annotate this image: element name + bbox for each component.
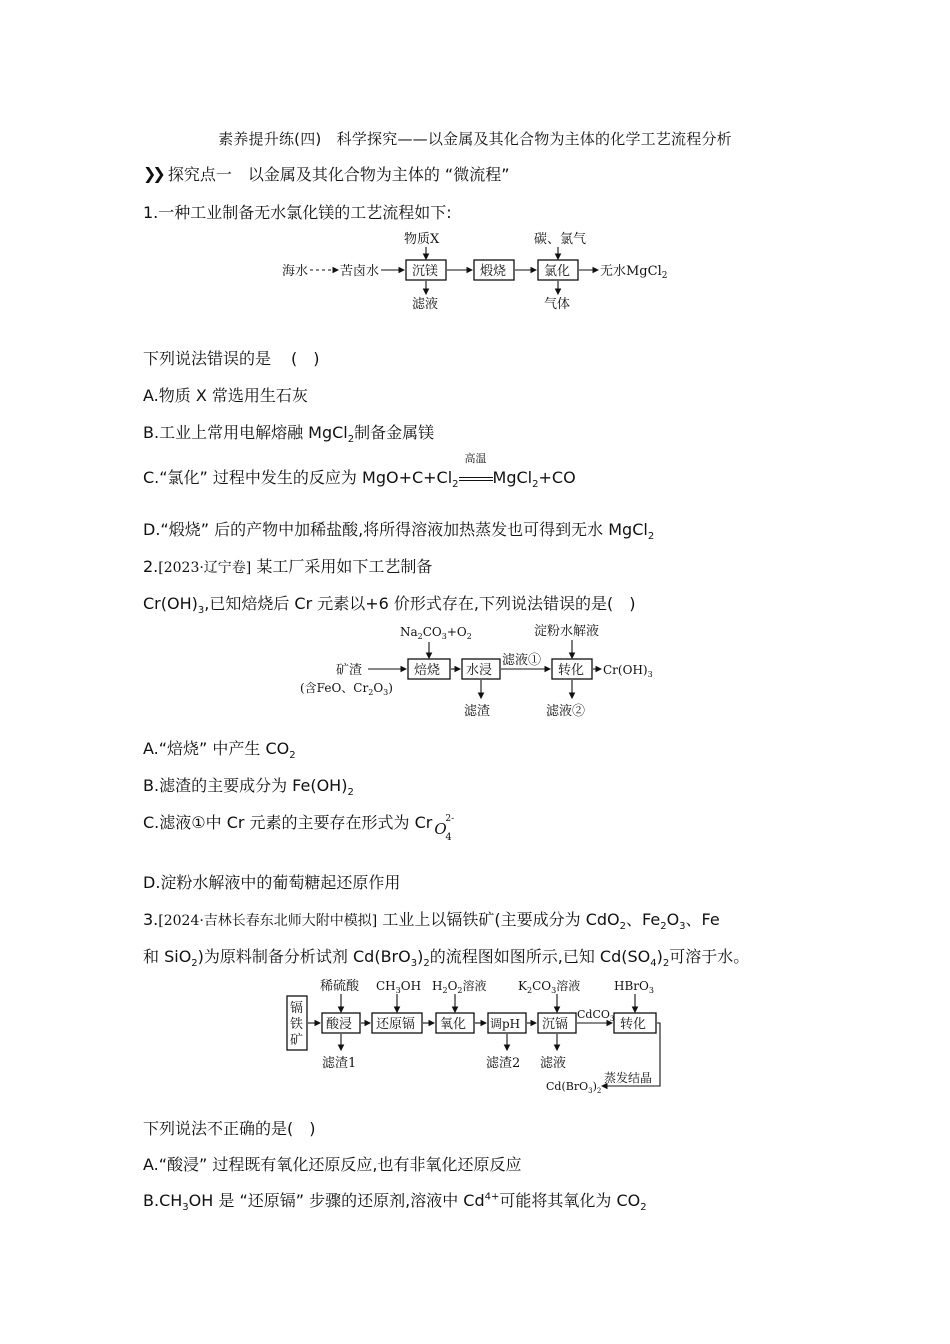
reaction-condition-arrow: 高温 [459,468,493,487]
q1-option-d: D.“煅烧” 后的产物中加稀盐酸,将所得溶液加热蒸发也可得到无水 MgCl$_2$ [143,520,655,543]
q3-option-a: A.“酸浸” 过程既有氧化还原反应,也有非氧化还原反应 [143,1155,522,1174]
q1-ask: 下列说法错误的是 ( ) [143,346,320,369]
svg-text:焙烧: 焙烧 [414,663,441,678]
q3-input-dilute-sulfuric: 稀硫酸 [320,979,360,994]
q2-stem-line1: 2.[2023·辽宁卷] 某工厂采用如下工艺制备 [143,557,433,576]
q3-input-methanol: $CH_3OH$ [376,979,422,995]
q2-flow-diagram [296,620,666,724]
q1-seawater: 海水 [282,264,309,279]
q2-option-c: C.滤液①中 Cr 元素的主要存在形式为 Cr O 4 2- [143,810,460,836]
svg-text:镉: 镉 [290,1001,304,1016]
q2-product: $Cr(OH)_3$ [603,663,653,679]
q3-evaporate-crystallize: 蒸发结晶 [604,1071,653,1085]
q1-product: 无水MgCl$_2$ [600,264,668,281]
q3-input-hbro3: HBrO$_3$ [614,979,654,995]
svg-text:矿: 矿 [290,1033,304,1048]
q1-option-b: B.工业上常用电解熔融 MgCl$_2$制备金属镁 [143,423,435,446]
q3-stem-line2: 和 SiO$_2$)为原料制备分析试剂 $Cd(BrO_3)_2$的流程图如图所示,已知 $Cd(SO_4)_2$可溶于水。 [143,947,750,970]
svg-text:调pH: 调pH [490,1017,521,1031]
q3-source: [2024·吉林长春东北师大附中模拟] [158,913,378,929]
q3-output-filtrate: 滤液 [540,1056,567,1071]
q3-option-b: $B.CH_3OH$ 是 “还原镉” 步骤的还原剂,溶液中 $Cd^{4+}$可能将其氧化为 $CO_2$ [143,1191,647,1214]
svg-text:转化: 转化 [558,663,585,678]
svg-text:还原镉: 还原镉 [376,1017,416,1032]
svg-text:铁: 铁 [290,1017,304,1032]
q2-option-b: B.滤渣的主要成分为 $Fe(OH)_2$ [143,776,354,799]
q2-output-filtrate-2: 滤液② [546,704,586,719]
svg-text:煅烧: 煅烧 [480,264,507,279]
svg-text:沉镁: 沉镁 [412,264,439,279]
q2-filtrate-1: 滤液① [502,653,542,668]
svg-text:氯化: 氯化 [544,264,571,279]
q2-feed: 矿渣 [336,663,363,678]
q3-output-residue-1: 滤渣1 [322,1056,357,1071]
q1-flow-diagram [280,228,680,316]
q2-option-d: D.淀粉水解液中的葡萄糖起还原作用 [143,873,401,892]
q2-source: [2023·辽宁卷] [158,560,252,576]
chromate-ion: O 4 2- [434,814,455,843]
page-title: 素养提升练(四) 科学探究——以金属及其化合物为主体的化学工艺流程分析 [218,130,732,148]
q3-flow-diagram [284,974,674,1098]
q3-final-product: $Cd(BrO_3)_2$ [546,1080,602,1095]
svg-text:酸浸: 酸浸 [326,1017,353,1032]
q2-feed-composition: (含FeO、$Cr_2O_3$) [300,681,393,697]
section-heading-text: 探究点一 以金属及其化合物为主体的 “微流程” [167,165,510,184]
q1-stem: 1.一种工业制备无水氯化镁的工艺流程如下: [143,203,452,222]
q2-output-residue: 滤渣 [464,704,491,719]
svg-text:转化: 转化 [620,1017,647,1032]
q3-intermediate: CdCO$_3$ [577,1008,615,1023]
q1-option-c: C.“氯化” 过程中发生的反应为 $MgO+C+Cl_2$ 高温 MgCl$_2$+CO [143,452,576,491]
q3-ask: 下列说法不正确的是( ) [143,1119,316,1138]
q3-stem-line1: 3.[2024·吉林长春东北师大附中模拟] 工业上以镉铁矿(主要成分为 CdO$_2$、$Fe_2O_3$、Fe [143,910,720,933]
q3-input-peroxide: $H_2O_2$溶液 [432,979,487,995]
section-heading [143,162,509,185]
q2-input-starch-hydrolysate: 淀粉水解液 [534,624,600,639]
double-chevron-icon: ❯❯ [143,164,162,183]
q3-input-k2co3: $K_2CO_3$溶液 [518,979,581,995]
q1-output-filtrate: 滤液 [412,297,439,312]
svg-text:氧化: 氧化 [440,1017,467,1032]
q2-option-a: A.“焙烧” 中产生 $CO_2$ [143,739,296,762]
svg-text:水浸: 水浸 [466,663,493,678]
q1-output-gas: 气体 [544,297,571,312]
q1-option-a: A.物质 X 常选用生石灰 [143,386,308,405]
q2-input-reagent: $Na_2CO_3+O_2$ [400,625,472,641]
q1-input-carbon-chlorine: 碳、氯气 [534,232,587,247]
answer-paren: ( ) [291,349,320,368]
q3-output-residue-2: 滤渣2 [486,1056,521,1071]
q2-stem-line2: $Cr(OH)_3$,已知焙烧后 Cr 元素以+6 价形式存在,下列说法错误的是( ) [143,594,636,617]
q1-input-x: 物质X [404,232,440,247]
q1-brine: 苦卤水 [340,264,380,279]
svg-text:沉镉: 沉镉 [542,1017,569,1032]
